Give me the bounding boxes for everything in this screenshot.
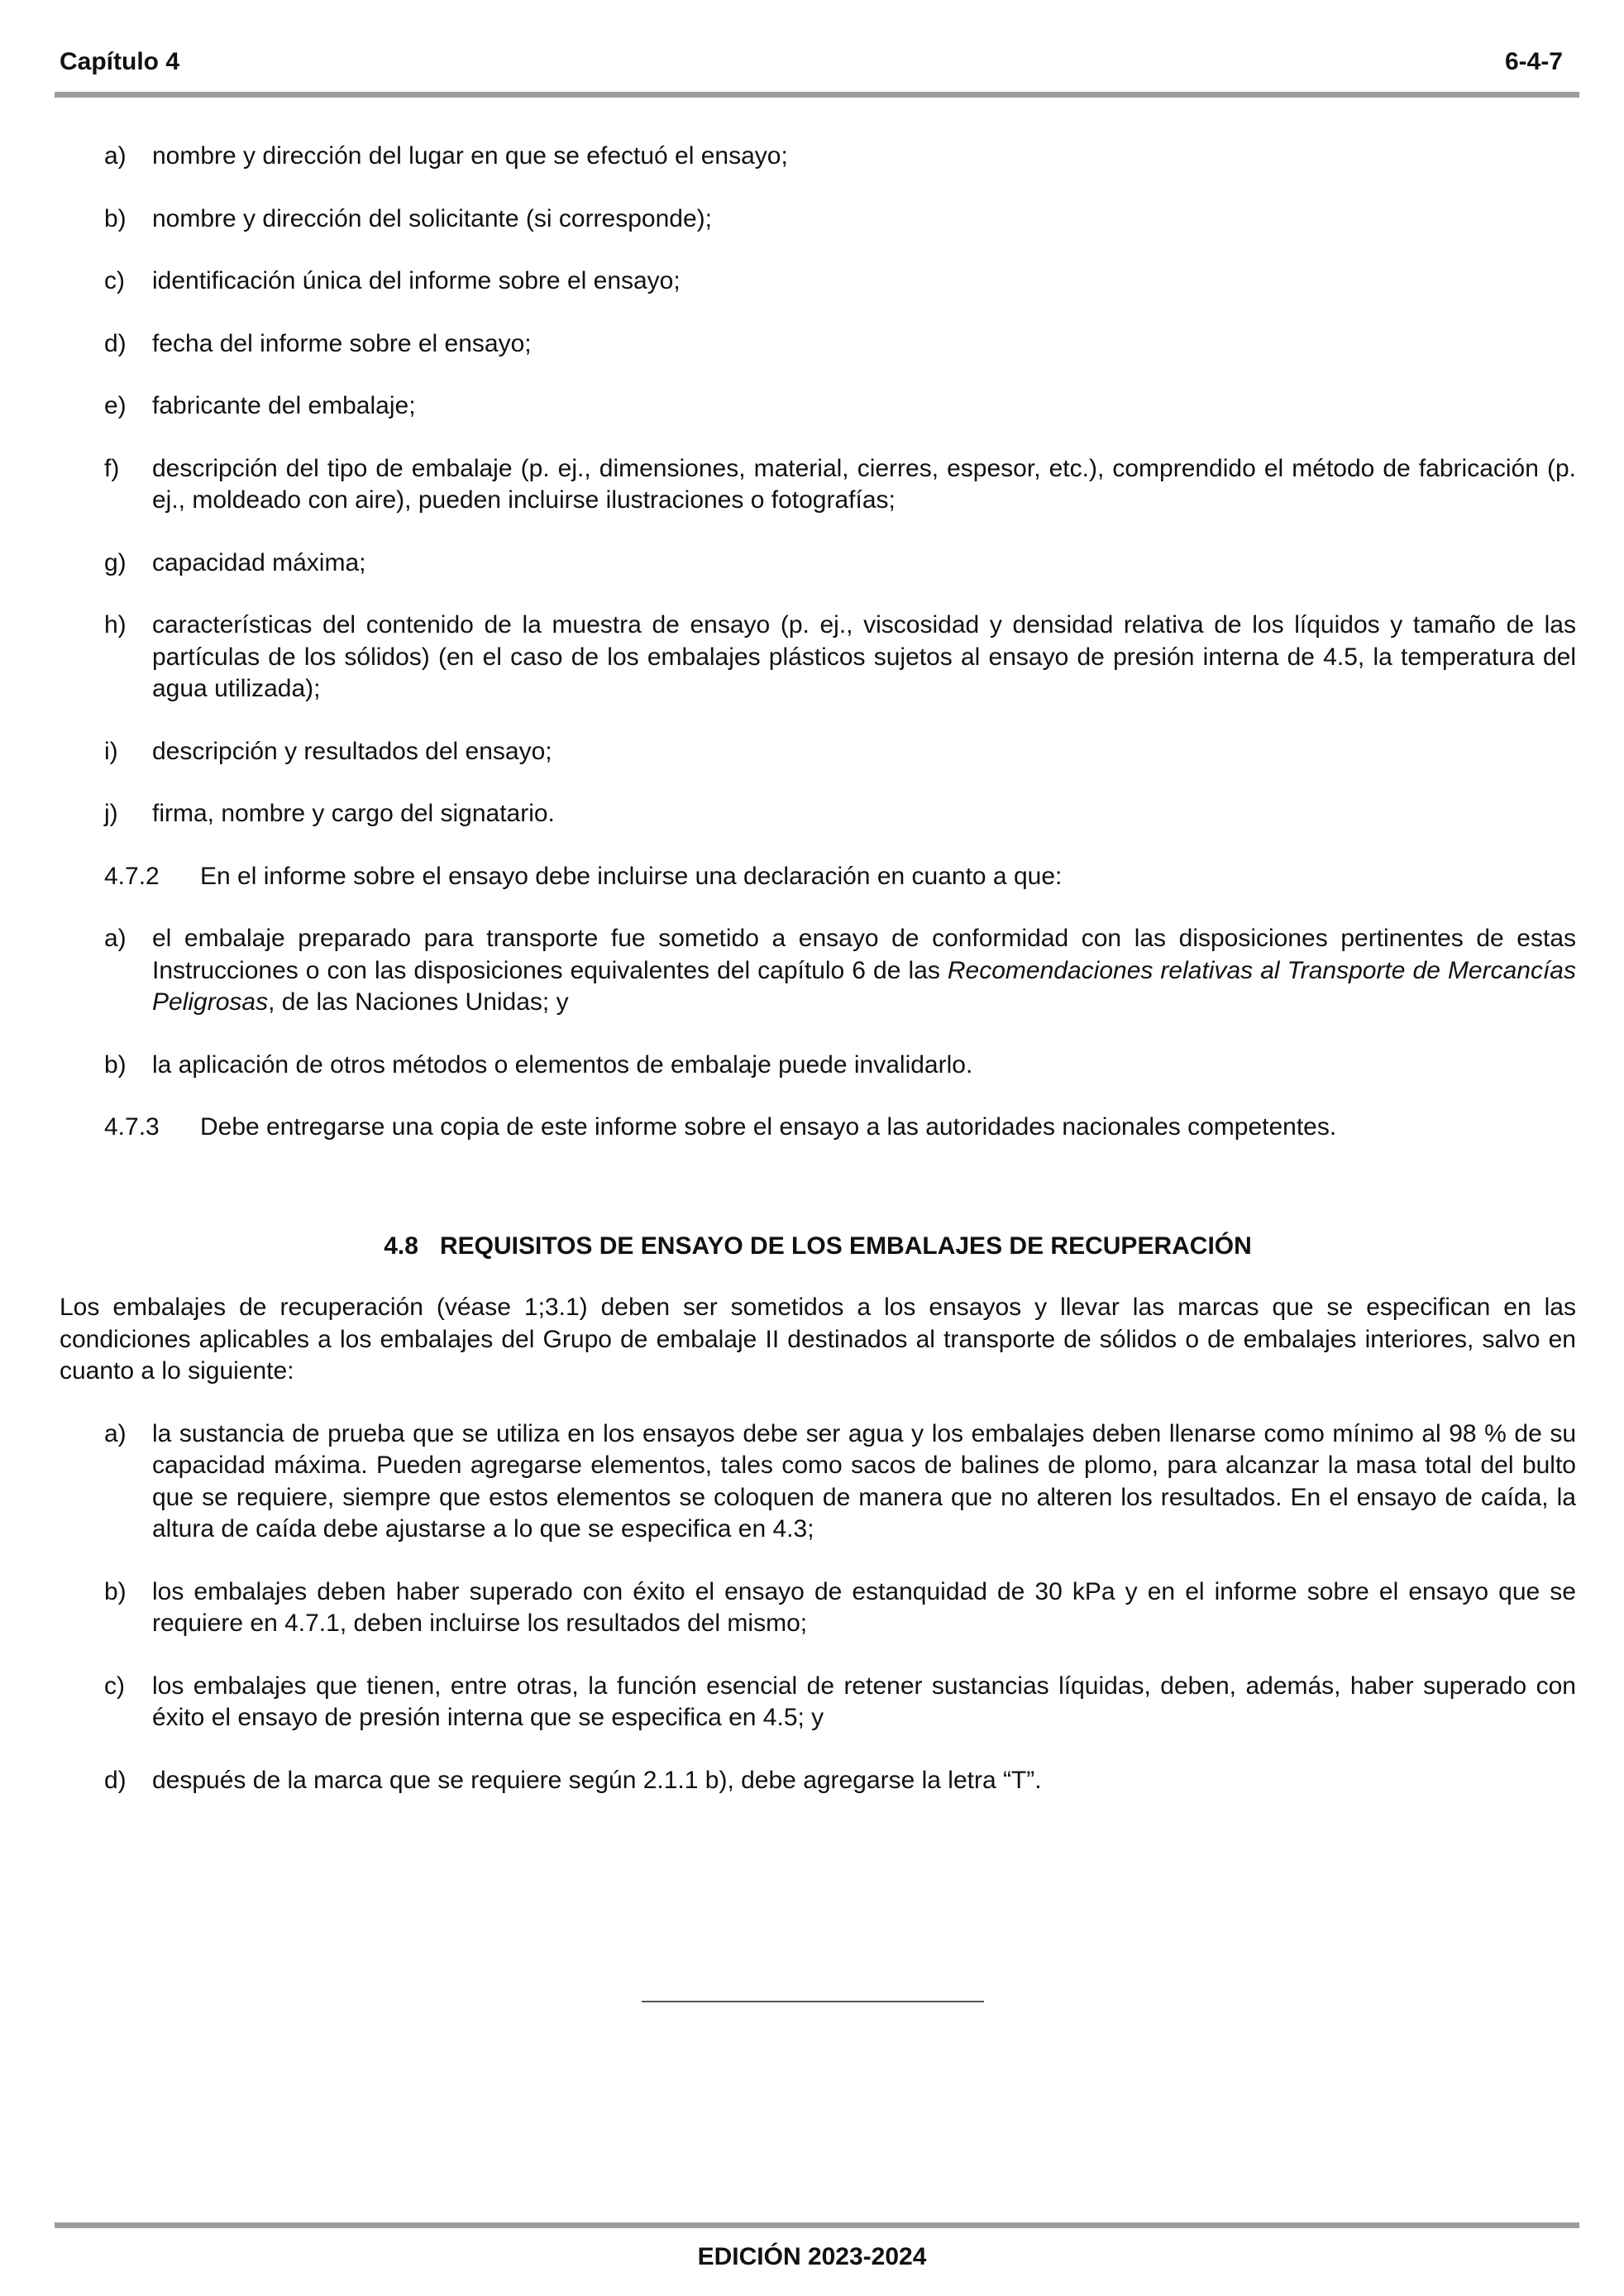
list-item: a) la sustancia de prueba que se utiliza en los ensayos debe ser agua y los embalajes deben llenarse como mínimo al 98 % de su capacidad máxima. Pueden agregarse elementos, tales como sacos de balines de plomo, para alcanzar la masa total del bulto que se requiere, siempre que estos elementos se coloquen de manera que no alteren los resultados. En el ensayo de caída, la altura de caída debe ajustarse a lo que se especifica en 4.3; [104, 1419, 1576, 1543]
edition-footer: EDICIÓN 2023-2024 [697, 2243, 927, 2270]
paragraph-number: 4.7.3 [104, 1113, 160, 1141]
list-item: d) fecha del informe sobre el ensayo; [104, 329, 532, 357]
list-item: a) el embalaje preparado para transporte fue sometido a ensayo de conformidad con las disposiciones pertinentes de estas Instrucciones o con las disposiciones equivalentes del capítulo 6 de las Recomendaciones relativas al Transporte de Mercancías Peligrosas, de las Naciones Unidas; y [104, 925, 1576, 1016]
paragraph-text: En el informe sobre el ensayo debe incluirse una declaración en cuanto a que: [200, 862, 1063, 890]
paragraph-4-7-2 [60, 861, 1576, 893]
declaration-list [60, 923, 1576, 1081]
section-number: 4.8 [384, 1232, 418, 1260]
end-of-section-divider [642, 2001, 984, 2002]
header-rule [55, 92, 1579, 98]
page-number: 6-4-7 [1504, 48, 1563, 75]
exceptions-list [60, 1418, 1576, 1797]
list-item: b) los embalajes deben haber superado con éxito el ensayo de estanquidad de 30 kPa y en el informe sobre el ensayo que se requiere en 4.7.1, deben incluirse los resultados del mismo; [104, 1577, 1576, 1637]
chapter-header: Capítulo 4 [60, 48, 180, 75]
paragraph-text: Debe entregarse una copia de este informe sobre el ensayo a las autoridades nacionales competentes. [200, 1113, 1337, 1141]
list-item: a) nombre y dirección del lugar en que se efectuó el ensayo; [104, 142, 788, 170]
list-item: c) los embalajes que tienen, entre otras, la función esencial de retener sustancias líquidas, deben, además, haber superado con éxito el ensayo de presión interna que se especifica en 4.5; y [104, 1672, 1576, 1731]
list-item: g) capacidad máxima; [104, 548, 366, 576]
list-item: c) identificación única del informe sobre el ensayo; [104, 267, 681, 294]
section-intro: Los embalajes de recuperación (véase 1;3.1) deben ser sometidos a los ensayos y llevar las marcas que se especifican en las condiciones aplicables a los embalajes del Grupo de embalaje II destinados al transporte de sólidos o de embalajes interiores, salvo en cuanto a lo siguiente: [60, 1294, 1576, 1385]
page-body [60, 141, 1576, 1827]
list-item: f) descripción del tipo de embalaje (p. ej., dimensiones, material, cierres, espesor, etc.), comprendido el método de fabricación (p. ej., moldeado con aire), pueden incluirse ilustraciones o fotografías; [104, 454, 1576, 514]
list-item: b) nombre y dirección del solicitante (si corresponde); [104, 204, 712, 232]
publication-title: Recomendaciones relativas al Transporte de Mercancías Peligrosas [152, 956, 1576, 1016]
paragraph-4-7-3 [60, 1112, 1576, 1144]
list-item: h) características del contenido de la muestra de ensayo (p. ej., viscosidad y densidad relativa de los líquidos y tamaño de las partículas de los sólidos) (en el caso de los embalajes plásticos sujetos al ensayo de presión interna de 4.5, la temperatura del agua utilizada); [104, 611, 1576, 702]
list-item: i) descripción y resultados del ensayo; [104, 737, 552, 765]
list-item: d) después de la marca que se requiere según 2.1.1 b), debe agregarse la letra “T”. [104, 1766, 1042, 1794]
list-item: b) la aplicación de otros métodos o elementos de embalaje puede invalidarlo. [104, 1050, 973, 1079]
report-contents-list [60, 141, 1576, 830]
list-item: j) firma, nombre y cargo del signatario. [104, 800, 555, 827]
section-heading [60, 1231, 1576, 1263]
list-item: e) fabricante del embalaje; [104, 392, 416, 419]
section-title: REQUISITOS DE ENSAYO DE LOS EMBALAJES DE RECUPERACIÓN [439, 1232, 1252, 1260]
footer-rule [55, 2222, 1579, 2228]
paragraph-number: 4.7.2 [104, 862, 160, 890]
